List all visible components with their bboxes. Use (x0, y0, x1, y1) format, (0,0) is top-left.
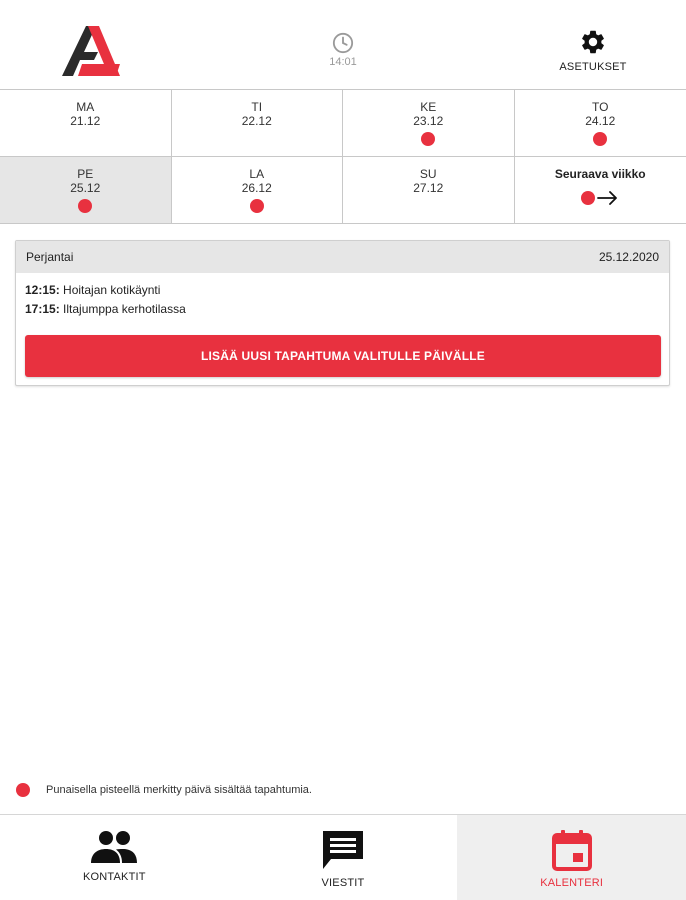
card-header (16, 241, 669, 273)
event-time: 12:15: (25, 283, 60, 297)
day-name: SU (419, 167, 437, 181)
nav-item-calendar[interactable] (457, 815, 686, 900)
day-name: PE (77, 167, 94, 181)
event-item[interactable] (25, 300, 660, 319)
day-date: 21.12 (70, 114, 101, 128)
day-date: 23.12 (413, 114, 444, 128)
nav-item-contacts[interactable] (0, 815, 229, 900)
add-event-button[interactable]: LISÄÄ UUSI TAPAHTUMA VALITULLE PÄIVÄLLE (25, 335, 661, 377)
day-date: 25.12 (70, 181, 101, 195)
event-item[interactable] (25, 281, 660, 300)
day-name: MA (76, 100, 95, 114)
day-cell-ke[interactable] (343, 90, 515, 157)
clock-time: 14:01 (329, 56, 357, 68)
settings-button[interactable] (548, 28, 638, 73)
message-icon (321, 829, 365, 871)
event-dot-icon (593, 132, 607, 146)
day-name: LA (249, 167, 265, 181)
event-list (16, 273, 669, 319)
day-date: 24.12 (585, 114, 616, 128)
calendar-icon (552, 829, 592, 871)
event-dot-icon (250, 199, 264, 213)
event-title: Iltajumppa kerhotilassa (63, 302, 186, 316)
day-name: TO (592, 100, 609, 114)
day-date: 27.12 (413, 181, 444, 195)
nav-item-messages[interactable] (229, 815, 458, 900)
day-name: TI (251, 100, 263, 114)
day-cell-ma[interactable] (0, 90, 172, 157)
day-date: 26.12 (241, 181, 272, 195)
event-title: Hoitajan kotikäynti (63, 283, 161, 297)
next-week-label: Seuraava viikko (554, 167, 646, 181)
selected-date: 25.12.2020 (598, 250, 659, 264)
legend-text: Punaisella pisteellä merkitty päivä sisältää tapahtumia. (46, 784, 312, 796)
day-date: 22.12 (241, 114, 272, 128)
day-cell-ti[interactable] (172, 90, 344, 157)
day-cell-su[interactable] (343, 157, 515, 224)
people-icon (89, 829, 139, 865)
day-cell-pe[interactable] (0, 157, 172, 224)
next-week-button[interactable] (515, 157, 686, 224)
settings-label: ASETUKSET (559, 61, 627, 73)
selected-weekday: Perjantai (26, 250, 74, 264)
day-events-card (15, 240, 670, 386)
day-name: KE (420, 100, 437, 114)
day-cell-la[interactable] (172, 157, 344, 224)
clock-icon (332, 32, 354, 54)
event-dot-icon (421, 132, 435, 146)
app-logo (62, 24, 120, 78)
event-dot-icon (78, 199, 92, 213)
day-cell-to[interactable] (515, 90, 686, 157)
event-dot-icon (16, 783, 30, 797)
clock (316, 32, 370, 68)
nav-label: KONTAKTIT (82, 871, 146, 883)
arrow-right-icon (597, 191, 619, 205)
bottom-nav (0, 814, 686, 900)
week-grid (0, 89, 686, 223)
legend (16, 783, 312, 797)
event-dot-icon (581, 191, 595, 205)
nav-label: VIESTIT (321, 877, 365, 889)
event-time: 17:15: (25, 302, 60, 316)
nav-label: KALENTERI (540, 877, 604, 889)
app-header (0, 0, 686, 90)
gear-icon (579, 28, 607, 56)
